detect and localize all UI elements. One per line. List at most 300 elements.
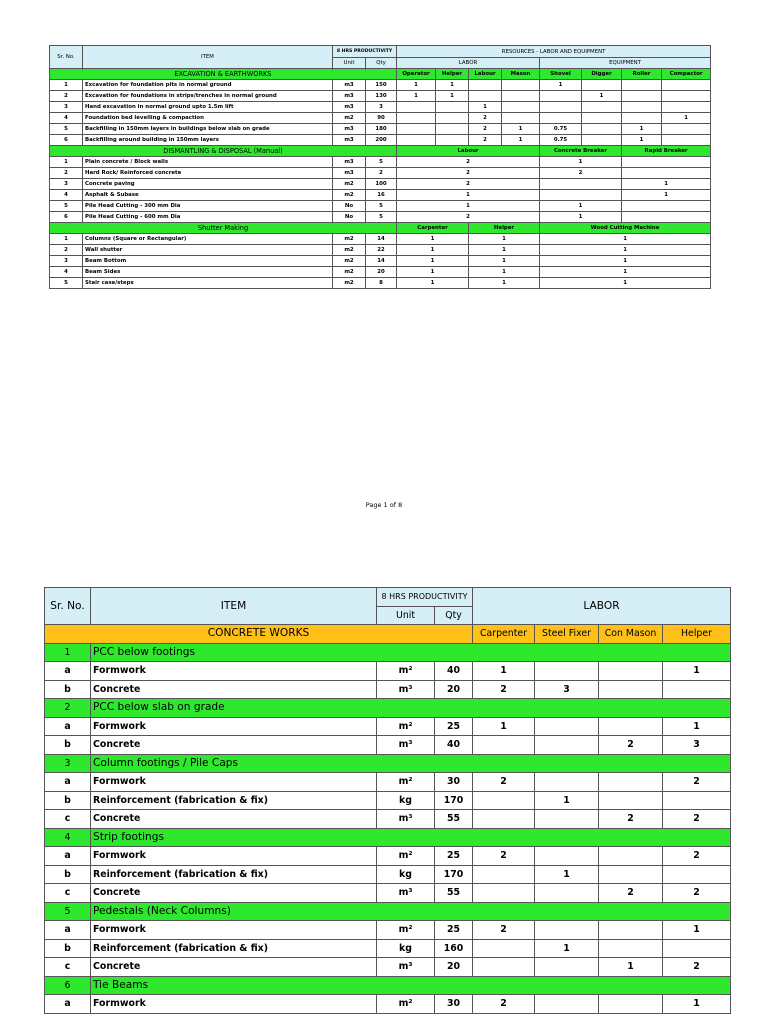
section-subheader: Labour xyxy=(469,69,502,80)
resource-cell: 1 xyxy=(540,234,711,245)
resource-cell xyxy=(582,113,622,124)
labor-cell: 2 xyxy=(663,810,731,829)
unit-cell: m³ xyxy=(377,736,435,755)
unit-cell: m3 xyxy=(333,124,366,135)
resource-cell: 1 xyxy=(622,179,711,190)
section-subheader: Compactor xyxy=(662,69,711,80)
resource-cell xyxy=(397,124,436,135)
section-subheader: Rapid Breaker xyxy=(622,146,711,157)
table-row xyxy=(50,168,711,179)
sr-cell: b xyxy=(45,680,91,699)
table-row xyxy=(45,958,731,977)
resource-cell: 1 xyxy=(540,267,711,278)
qty-cell: 170 xyxy=(435,791,473,810)
resource-cell: 1 xyxy=(397,267,469,278)
item-cell: Reinforcement (fabrication & fix) xyxy=(91,791,377,810)
labor-cell: 2 xyxy=(473,995,535,1014)
resource-cell xyxy=(502,102,540,113)
sr-cell: 2 xyxy=(50,168,83,179)
qty-cell: 40 xyxy=(435,662,473,681)
table-row xyxy=(50,135,711,146)
item-cell: Concrete xyxy=(91,958,377,977)
section-header-row xyxy=(50,146,711,157)
group-title: Pedestals (Neck Columns) xyxy=(91,902,731,921)
resource-cell xyxy=(502,91,540,102)
labor-cell: 1 xyxy=(535,865,599,884)
unit-cell: m³ xyxy=(377,810,435,829)
qty-cell: 150 xyxy=(366,80,397,91)
item-cell: Excavation for foundation pits in normal ground xyxy=(83,80,333,91)
group-title: Tie Beams xyxy=(91,976,731,995)
qty-cell: 14 xyxy=(366,234,397,245)
resource-cell xyxy=(662,91,711,102)
table-row xyxy=(50,179,711,190)
resource-cell xyxy=(436,113,469,124)
sr-cell: c xyxy=(45,810,91,829)
labor-cell xyxy=(599,680,663,699)
group-number: 1 xyxy=(45,643,91,662)
resource-cell xyxy=(436,135,469,146)
item-cell: Excavation for foundations in strips/trenches in normal ground xyxy=(83,91,333,102)
item-cell: Plain concrete / Block walls xyxy=(83,157,333,168)
resource-cell: 1 xyxy=(469,267,540,278)
resource-cell: 1 xyxy=(436,80,469,91)
unit-cell: m2 xyxy=(333,278,366,289)
table-row xyxy=(45,791,731,810)
qty-cell: 5 xyxy=(366,201,397,212)
unit-cell: m3 xyxy=(333,157,366,168)
item-cell: Pile Head Cutting - 600 mm Dia xyxy=(83,212,333,223)
resources-table-1 xyxy=(49,45,711,289)
unit-cell: m3 xyxy=(333,91,366,102)
qty-cell: 30 xyxy=(435,773,473,792)
item-cell: Hand excavation in normal ground upto 1.5m lift xyxy=(83,102,333,113)
qty-cell: 20 xyxy=(435,958,473,977)
qty-cell: 25 xyxy=(435,921,473,940)
resource-cell xyxy=(436,124,469,135)
labor-cell xyxy=(535,921,599,940)
resource-cell: 2 xyxy=(469,124,502,135)
resource-cell: 2 xyxy=(397,157,540,168)
unit-cell: m² xyxy=(377,921,435,940)
item-cell: Backfilling in 150mm layers in buildings below slab on grade xyxy=(83,124,333,135)
labor-cell: 2 xyxy=(663,773,731,792)
resource-cell: 1 xyxy=(622,135,662,146)
labor-cell xyxy=(473,791,535,810)
resource-cell xyxy=(582,80,622,91)
unit-cell: m3 xyxy=(333,168,366,179)
table-row xyxy=(50,267,711,278)
item-cell: Stair case/steps xyxy=(83,278,333,289)
resource-cell xyxy=(436,102,469,113)
resource-cell xyxy=(502,113,540,124)
item-cell: Beam Bottom xyxy=(83,256,333,267)
unit-cell: m3 xyxy=(333,102,366,113)
table-row xyxy=(45,921,731,940)
sr-cell: 1 xyxy=(50,157,83,168)
section-subheader: Labour xyxy=(397,146,540,157)
item-cell: Formwork xyxy=(91,717,377,736)
section-header-row xyxy=(45,625,731,644)
group-number: 6 xyxy=(45,976,91,995)
qty-cell: 180 xyxy=(366,124,397,135)
sr-cell: b xyxy=(45,939,91,958)
item-cell: Asphalt & Subase xyxy=(83,190,333,201)
sr-cell: a xyxy=(45,662,91,681)
item-cell: Formwork xyxy=(91,847,377,866)
labor-cell: 2 xyxy=(663,884,731,903)
unit-cell: kg xyxy=(377,939,435,958)
item-cell: Pile Head Cutting - 300 mm Dia xyxy=(83,201,333,212)
labor-cell: 2 xyxy=(599,810,663,829)
section-header-row xyxy=(50,69,711,80)
section-subheader: Helper xyxy=(436,69,469,80)
unit-cell: m3 xyxy=(333,80,366,91)
resource-cell: 1 xyxy=(540,80,582,91)
qty-cell: 170 xyxy=(435,865,473,884)
section-title: EXCAVATION & EARTHWORKS xyxy=(50,69,397,80)
table-row xyxy=(50,234,711,245)
resource-cell: 1 xyxy=(502,135,540,146)
item-cell: Formwork xyxy=(91,995,377,1014)
labor-cell xyxy=(599,921,663,940)
qty-cell: 200 xyxy=(366,135,397,146)
sr-cell: 5 xyxy=(50,201,83,212)
labor-cell xyxy=(535,773,599,792)
labor-cell xyxy=(663,939,731,958)
labor-cell xyxy=(599,939,663,958)
table-row xyxy=(50,80,711,91)
labor-header: LABOR xyxy=(397,58,540,69)
section-title: Shutter Making xyxy=(50,223,397,234)
qty-cell: 30 xyxy=(435,995,473,1014)
item-cell: Wall shutter xyxy=(83,245,333,256)
item-cell: Concrete xyxy=(91,810,377,829)
resource-cell xyxy=(502,80,540,91)
labor-cell: 2 xyxy=(663,847,731,866)
labor-cell: 3 xyxy=(535,680,599,699)
item-cell: Columns (Square or Rectangular) xyxy=(83,234,333,245)
qty-cell: 40 xyxy=(435,736,473,755)
qty-cell: 90 xyxy=(366,113,397,124)
unit-cell: m² xyxy=(377,717,435,736)
labor-cell: 2 xyxy=(473,773,535,792)
resource-cell: 1 xyxy=(436,91,469,102)
table-row xyxy=(50,201,711,212)
table-row xyxy=(50,212,711,223)
group-row xyxy=(45,828,731,847)
group-row xyxy=(45,902,731,921)
item-cell: Formwork xyxy=(91,662,377,681)
qty-cell: 3 xyxy=(366,102,397,113)
sr-cell: 2 xyxy=(50,245,83,256)
unit-cell: m² xyxy=(377,995,435,1014)
section-subheader: Con Mason xyxy=(599,625,663,644)
table-row xyxy=(50,113,711,124)
resource-cell: 1 xyxy=(540,201,622,212)
labor-cell xyxy=(599,865,663,884)
resource-cell: 1 xyxy=(397,245,469,256)
sr-cell: 1 xyxy=(50,80,83,91)
resource-cell: 1 xyxy=(662,113,711,124)
resource-cell: 1 xyxy=(397,91,436,102)
section-title: DISMANTLING & DISPOSAL (Manual) xyxy=(50,146,397,157)
resource-cell: 1 xyxy=(582,91,622,102)
section-subheader: Digger xyxy=(582,69,622,80)
table-row xyxy=(45,939,731,958)
section-subheader: Steel Fixer xyxy=(535,625,599,644)
resource-cell: 2 xyxy=(397,212,540,223)
unit-cell: kg xyxy=(377,791,435,810)
resource-cell xyxy=(540,179,622,190)
sr-cell: 4 xyxy=(50,113,83,124)
labor-cell: 2 xyxy=(599,736,663,755)
group-title: Column footings / Pile Caps xyxy=(91,754,731,773)
sr-cell: 4 xyxy=(50,267,83,278)
unit-cell: kg xyxy=(377,865,435,884)
unit-cell: m³ xyxy=(377,884,435,903)
section-subheader: Mason xyxy=(502,69,540,80)
sr-cell: 5 xyxy=(50,278,83,289)
resource-cell: 1 xyxy=(622,190,711,201)
resource-cell: 2 xyxy=(469,135,502,146)
group-row xyxy=(45,699,731,718)
labor-cell xyxy=(535,995,599,1014)
unit-header: Unit xyxy=(333,58,366,69)
resource-cell: 2 xyxy=(397,179,540,190)
table-row xyxy=(50,157,711,168)
resource-cell xyxy=(662,80,711,91)
table-row xyxy=(45,995,731,1014)
labor-cell xyxy=(473,736,535,755)
labor-cell xyxy=(599,847,663,866)
resource-cell: 0.75 xyxy=(540,135,582,146)
labor-cell xyxy=(535,736,599,755)
sr-cell: 3 xyxy=(50,102,83,113)
page-number: Page 1 of 8 xyxy=(365,501,403,509)
table-row xyxy=(45,662,731,681)
item-cell: Reinforcement (fabrication & fix) xyxy=(91,939,377,958)
group-title: PCC below slab on grade xyxy=(91,699,731,718)
table-row xyxy=(50,190,711,201)
labor-cell xyxy=(535,662,599,681)
resource-cell xyxy=(662,102,711,113)
resource-cell xyxy=(582,102,622,113)
resource-cell: 1 xyxy=(622,124,662,135)
unit-cell: m2 xyxy=(333,245,366,256)
labor-cell xyxy=(599,791,663,810)
qty-cell: 2 xyxy=(366,168,397,179)
group-number: 2 xyxy=(45,699,91,718)
qty-header: Qty xyxy=(366,58,397,69)
resource-cell xyxy=(622,80,662,91)
resources-header: RESOURCES - LABOR AND EQUIPMENT xyxy=(397,46,711,58)
group-number: 3 xyxy=(45,754,91,773)
resource-cell: 1 xyxy=(540,278,711,289)
sr-no-header: Sr. No. xyxy=(45,588,91,625)
sr-cell: 5 xyxy=(50,124,83,135)
table-row xyxy=(50,245,711,256)
unit-cell: m² xyxy=(377,773,435,792)
item-cell: Concrete xyxy=(91,736,377,755)
unit-cell: m² xyxy=(377,847,435,866)
labor-cell: 2 xyxy=(473,680,535,699)
resource-cell: 2 xyxy=(397,168,540,179)
sr-no-header: Sr. No. xyxy=(50,46,83,69)
resource-cell xyxy=(622,212,711,223)
resource-cell: 1 xyxy=(397,278,469,289)
qty-header: Qty xyxy=(435,606,473,625)
labor-cell: 1 xyxy=(663,662,731,681)
labor-cell: 1 xyxy=(535,791,599,810)
sr-cell: b xyxy=(45,736,91,755)
qty-cell: 5 xyxy=(366,212,397,223)
group-number: 4 xyxy=(45,828,91,847)
resource-cell: 2 xyxy=(540,168,622,179)
item-cell: Formwork xyxy=(91,773,377,792)
item-cell: Backfilling around building in 150mm layers xyxy=(83,135,333,146)
resource-cell: 2 xyxy=(469,113,502,124)
item-cell: Concrete xyxy=(91,680,377,699)
labor-cell: 3 xyxy=(663,736,731,755)
qty-cell: 14 xyxy=(366,256,397,267)
resource-cell: 0.75 xyxy=(540,124,582,135)
resource-cell xyxy=(469,91,502,102)
section-subheader: Shovel xyxy=(540,69,582,80)
section-subheader: Roller xyxy=(622,69,662,80)
table-row xyxy=(45,680,731,699)
qty-cell: 22 xyxy=(366,245,397,256)
labor-cell xyxy=(473,884,535,903)
unit-cell: m2 xyxy=(333,113,366,124)
unit-cell: m³ xyxy=(377,680,435,699)
labor-cell xyxy=(535,717,599,736)
labor-cell xyxy=(663,865,731,884)
labor-cell xyxy=(535,810,599,829)
sr-cell: a xyxy=(45,773,91,792)
table-row xyxy=(45,884,731,903)
sr-cell: a xyxy=(45,847,91,866)
item-header: ITEM xyxy=(83,46,333,69)
item-cell: Concrete paving xyxy=(83,179,333,190)
resource-cell xyxy=(622,91,662,102)
qty-cell: 55 xyxy=(435,810,473,829)
qty-cell: 20 xyxy=(366,267,397,278)
resource-cell: 1 xyxy=(502,124,540,135)
resource-cell xyxy=(540,190,622,201)
labor-cell: 2 xyxy=(663,958,731,977)
labor-cell xyxy=(663,791,731,810)
table-row xyxy=(45,865,731,884)
qty-cell: 5 xyxy=(366,157,397,168)
resource-cell: 1 xyxy=(540,245,711,256)
qty-cell: 8 xyxy=(366,278,397,289)
sr-cell: c xyxy=(45,958,91,977)
labor-cell: 1 xyxy=(663,995,731,1014)
section-subheader: Helper xyxy=(663,625,731,644)
resource-cell xyxy=(622,201,711,212)
labor-cell: 1 xyxy=(473,717,535,736)
labor-cell xyxy=(473,958,535,977)
sr-cell: 2 xyxy=(50,91,83,102)
table-row xyxy=(45,810,731,829)
resource-cell xyxy=(540,102,582,113)
resource-cell xyxy=(622,168,711,179)
labor-cell xyxy=(599,995,663,1014)
group-number: 5 xyxy=(45,902,91,921)
section-subheader: Carpenter xyxy=(397,223,469,234)
resource-cell xyxy=(540,113,582,124)
labor-cell: 1 xyxy=(599,958,663,977)
labor-cell xyxy=(473,810,535,829)
resource-cell xyxy=(397,135,436,146)
resource-cell xyxy=(622,113,662,124)
sr-cell: 1 xyxy=(50,234,83,245)
qty-cell: 130 xyxy=(366,91,397,102)
item-cell: Foundation bed levelling & compaction xyxy=(83,113,333,124)
resource-cell: 1 xyxy=(397,201,540,212)
table-row xyxy=(50,91,711,102)
labor-cell xyxy=(473,865,535,884)
equipment-header: EQUIPMENT xyxy=(540,58,711,69)
sr-cell: b xyxy=(45,865,91,884)
section-title: CONCRETE WORKS xyxy=(45,625,473,644)
qty-cell: 100 xyxy=(366,179,397,190)
table-row xyxy=(50,256,711,267)
labor-cell: 2 xyxy=(599,884,663,903)
resource-cell: 1 xyxy=(469,256,540,267)
resource-cell: 1 xyxy=(469,102,502,113)
resource-cell xyxy=(662,124,711,135)
labor-cell xyxy=(599,662,663,681)
labor-cell: 1 xyxy=(535,939,599,958)
unit-cell: m2 xyxy=(333,190,366,201)
group-title: PCC below footings xyxy=(91,643,731,662)
qty-cell: 55 xyxy=(435,884,473,903)
section-header-row xyxy=(50,223,711,234)
resource-cell xyxy=(622,157,711,168)
resource-cell xyxy=(397,102,436,113)
sr-cell: a xyxy=(45,995,91,1014)
labor-cell xyxy=(663,680,731,699)
group-row xyxy=(45,754,731,773)
qty-cell: 160 xyxy=(435,939,473,958)
group-title: Strip footings xyxy=(91,828,731,847)
sr-cell: c xyxy=(45,884,91,903)
resource-cell: 1 xyxy=(540,157,622,168)
labor-cell xyxy=(473,939,535,958)
item-cell: Beam Sides xyxy=(83,267,333,278)
labor-cell: 1 xyxy=(663,921,731,940)
resource-cell xyxy=(582,135,622,146)
resource-cell: 1 xyxy=(540,256,711,267)
resource-cell xyxy=(662,135,711,146)
unit-cell: No xyxy=(333,201,366,212)
section-subheader: Carpenter xyxy=(473,625,535,644)
labor-cell xyxy=(535,958,599,977)
item-cell: Reinforcement (fabrication & fix) xyxy=(91,865,377,884)
sr-cell: 6 xyxy=(50,212,83,223)
unit-cell: No xyxy=(333,212,366,223)
resource-cell: 1 xyxy=(397,190,540,201)
labor-cell: 2 xyxy=(473,921,535,940)
unit-cell: m2 xyxy=(333,234,366,245)
labor-table-2 xyxy=(44,587,731,1014)
item-cell: Concrete xyxy=(91,884,377,903)
table-row xyxy=(45,717,731,736)
sr-cell: b xyxy=(45,791,91,810)
table-row xyxy=(45,773,731,792)
